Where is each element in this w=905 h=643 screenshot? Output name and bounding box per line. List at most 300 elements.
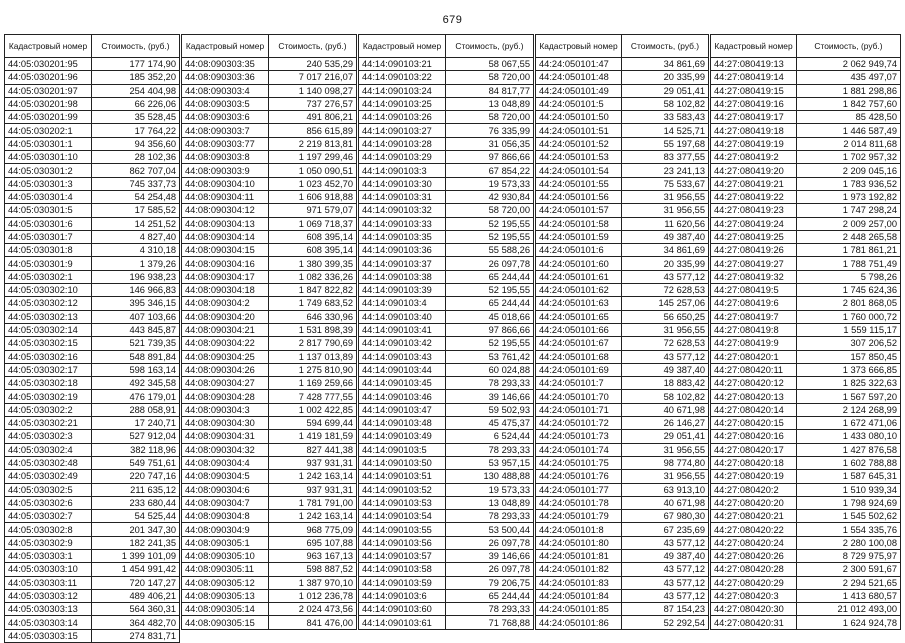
table-row: [5, 563, 180, 576]
cadastral-number-cell: 44:05:030302:15: [5, 337, 92, 350]
table-row: [182, 549, 357, 562]
cadastral-number-cell: 44:14:090103:52: [359, 483, 446, 496]
cadastral-number-cell: 44:14:090103:33: [359, 217, 446, 230]
cadastral-number-cell: 44:27:080420:21: [711, 510, 797, 523]
cadastral-number-cell: 44:24:050101:50: [536, 111, 622, 124]
cost-cell: 1 606 918,88: [269, 190, 357, 203]
cadastral-number-cell: 44:08:090305:15: [182, 616, 269, 629]
cost-cell: 201 347,30: [92, 523, 180, 536]
cadastral-number-cell: 44:05:030301:5: [5, 204, 92, 217]
table-header-row: [182, 35, 357, 58]
table-row: [5, 164, 180, 177]
table-row: [711, 190, 901, 203]
table-row: [5, 403, 180, 416]
cost-cell: 1 069 718,37: [269, 217, 357, 230]
table-row: [359, 270, 534, 283]
table-row: [182, 536, 357, 549]
cadastral-number-cell: 44:24:050101:55: [536, 177, 622, 190]
cadastral-number-cell: 44:24:050101:82: [536, 563, 622, 576]
cost-cell: 31 956,55: [622, 204, 709, 217]
table-row: [359, 403, 534, 416]
cost-cell: 254 404,98: [92, 84, 180, 97]
cost-cell: 1 531 898,39: [269, 323, 357, 336]
cadastral-number-cell: 44:08:090304:14: [182, 230, 269, 243]
cadastral-number-cell: 44:24:050101:6: [536, 244, 622, 257]
table-row: [182, 350, 357, 363]
table-row: [359, 603, 534, 616]
cadastral-number-cell: 44:24:050101:79: [536, 510, 622, 523]
table-row: [536, 456, 709, 469]
table-row: [536, 523, 709, 536]
cadastral-number-cell: 44:24:050101:74: [536, 443, 622, 456]
table-row: [182, 616, 357, 629]
cadastral-number-cell: 44:05:030302:5: [5, 483, 92, 496]
cadastral-number-cell: 44:05:030302:16: [5, 350, 92, 363]
cost-cell: 52 195,55: [446, 217, 534, 230]
cost-cell: 42 930,84: [446, 190, 534, 203]
cadastral-number-cell: 44:05:030302:3: [5, 430, 92, 443]
cost-cell: 274 831,71: [92, 629, 180, 642]
table-row: [536, 164, 709, 177]
cadastral-number-cell: 44:08:090303:9: [182, 164, 269, 177]
cost-cell: 157 850,45: [797, 350, 901, 363]
cost-cell: 1 002 422,85: [269, 403, 357, 416]
table-row: [359, 443, 534, 456]
cost-cell: 58 720,00: [446, 71, 534, 84]
table-row: [536, 257, 709, 270]
table-row: [182, 310, 357, 323]
table-row: [5, 350, 180, 363]
table-row: [711, 71, 901, 84]
cost-cell: 827 441,38: [269, 443, 357, 456]
cadastral-number-cell: 44:08:090303:6: [182, 111, 269, 124]
cost-cell: 1 702 957,32: [797, 151, 901, 164]
cost-cell: 971 579,07: [269, 204, 357, 217]
table-row: [359, 111, 534, 124]
table-row: [536, 230, 709, 243]
cadastral-number-cell: 44:24:050101:68: [536, 350, 622, 363]
cadastral-number-cell: 44:27:080420:1: [711, 350, 797, 363]
cadastral-number-cell: 44:24:050101:61: [536, 270, 622, 283]
cadastral-number-cell: 44:08:090303:36: [182, 71, 269, 84]
header-cost: Стоимость, (руб.): [92, 35, 180, 58]
cost-cell: 76 335,99: [446, 124, 534, 137]
table-row: [5, 510, 180, 523]
table-row: [359, 297, 534, 310]
table-row: [182, 576, 357, 589]
table-column-5: [710, 34, 901, 630]
cadastral-number-cell: 44:08:090304:15: [182, 244, 269, 257]
cadastral-number-cell: 44:14:090103:40: [359, 310, 446, 323]
cadastral-number-cell: 44:24:050101:60: [536, 257, 622, 270]
cadastral-number-cell: 44:27:080419:16: [711, 97, 797, 110]
table-row: [5, 629, 180, 642]
table-row: [359, 470, 534, 483]
table-row: [182, 603, 357, 616]
cost-cell: 856 615,89: [269, 124, 357, 137]
cadastral-number-cell: 44:27:080419:26: [711, 244, 797, 257]
cadastral-number-cell: 44:27:080419:6: [711, 297, 797, 310]
cost-cell: 1 602 788,88: [797, 456, 901, 469]
cost-cell: 1 624 924,78: [797, 616, 901, 629]
cost-cell: 54 525,44: [92, 510, 180, 523]
table-row: [536, 124, 709, 137]
cost-cell: 43 577,12: [622, 270, 709, 283]
cadastral-number-cell: 44:14:090103:31: [359, 190, 446, 203]
table-row: [5, 84, 180, 97]
cadastral-number-cell: 44:14:090103:55: [359, 523, 446, 536]
cost-cell: 1 082 336,26: [269, 270, 357, 283]
cadastral-number-cell: 44:14:090103:5: [359, 443, 446, 456]
cadastral-number-cell: 44:14:090103:25: [359, 97, 446, 110]
cost-cell: 2 801 868,05: [797, 297, 901, 310]
cadastral-number-cell: 44:05:030302:17: [5, 363, 92, 376]
table-row: [711, 417, 901, 430]
cost-cell: 78 293,33: [446, 443, 534, 456]
cadastral-number-cell: 44:27:080420:3: [711, 589, 797, 602]
cost-cell: 646 330,96: [269, 310, 357, 323]
cost-cell: 53 500,44: [446, 523, 534, 536]
cadastral-number-cell: 44:05:030201:95: [5, 58, 92, 71]
cadastral-cost-table: [4, 34, 180, 643]
cost-cell: 58 102,82: [622, 97, 709, 110]
cost-cell: 20 335,99: [622, 71, 709, 84]
cadastral-number-cell: 44:08:090304:16: [182, 257, 269, 270]
cadastral-number-cell: 44:24:050101:67: [536, 337, 622, 350]
cadastral-number-cell: 44:24:050101:78: [536, 496, 622, 509]
table-row: [536, 310, 709, 323]
cadastral-number-cell: 44:14:090103:56: [359, 536, 446, 549]
cadastral-cost-table: [710, 34, 901, 630]
cadastral-number-cell: 44:14:090103:47: [359, 403, 446, 416]
cost-cell: 862 707,04: [92, 164, 180, 177]
cost-cell: 737 276,57: [269, 97, 357, 110]
header-cost: Стоимость, (руб.): [622, 35, 709, 58]
cadastral-number-cell: 44:24:050101:7: [536, 377, 622, 390]
cost-cell: 67 980,30: [622, 510, 709, 523]
table-row: [536, 297, 709, 310]
cadastral-number-cell: 44:14:090103:59: [359, 576, 446, 589]
cadastral-number-cell: 44:27:080420:30: [711, 603, 797, 616]
cost-cell: 2 024 473,56: [269, 603, 357, 616]
table-row: [359, 244, 534, 257]
table-row: [711, 363, 901, 376]
table-row: [359, 84, 534, 97]
cost-cell: 66 226,06: [92, 97, 180, 110]
table-row: [182, 297, 357, 310]
cost-cell: 13 048,89: [446, 97, 534, 110]
header-cost: Стоимость, (руб.): [446, 35, 534, 58]
table-row: [359, 390, 534, 403]
cost-cell: 65 244,44: [446, 297, 534, 310]
cadastral-number-cell: 44:24:050101:86: [536, 616, 622, 629]
cadastral-cost-table: [535, 34, 709, 630]
table-row: [182, 217, 357, 230]
cadastral-number-cell: 44:24:050101:85: [536, 603, 622, 616]
cost-cell: 40 671,98: [622, 403, 709, 416]
table-row: [536, 510, 709, 523]
cadastral-number-cell: 44:27:080419:14: [711, 71, 797, 84]
cost-cell: 182 241,35: [92, 536, 180, 549]
table-row: [5, 217, 180, 230]
table-row: [359, 523, 534, 536]
table-row: [5, 430, 180, 443]
header-cadastral-number: Кадастровый номер: [182, 35, 269, 58]
cadastral-number-cell: 44:14:090103:24: [359, 84, 446, 97]
cadastral-number-cell: 44:14:090103:54: [359, 510, 446, 523]
cadastral-number-cell: 44:08:090304:27: [182, 377, 269, 390]
table-row: [711, 549, 901, 562]
cadastral-number-cell: 44:14:090103:43: [359, 350, 446, 363]
table-row: [711, 616, 901, 629]
cadastral-number-cell: 44:24:050101:56: [536, 190, 622, 203]
header-cadastral-number: Кадастровый номер: [359, 35, 446, 58]
cadastral-number-cell: 44:14:090103:26: [359, 111, 446, 124]
cadastral-number-cell: 44:14:090103:38: [359, 270, 446, 283]
cost-cell: 67 235,69: [622, 523, 709, 536]
table-row: [359, 124, 534, 137]
cadastral-number-cell: 44:05:030302:19: [5, 390, 92, 403]
header-cadastral-number: Кадастровый номер: [5, 35, 92, 58]
cost-cell: 364 482,70: [92, 616, 180, 629]
cadastral-number-cell: 44:08:090304:2: [182, 297, 269, 310]
cost-cell: 2 219 813,81: [269, 137, 357, 150]
cadastral-number-cell: 44:08:090304:3: [182, 403, 269, 416]
cadastral-number-cell: 44:27:080420:17: [711, 443, 797, 456]
cadastral-number-cell: 44:24:050101:49: [536, 84, 622, 97]
cadastral-number-cell: 44:14:090103:58: [359, 563, 446, 576]
cadastral-number-cell: 44:05:030302:12: [5, 297, 92, 310]
table-row: [711, 97, 901, 110]
table-row: [182, 244, 357, 257]
table-row: [359, 350, 534, 363]
cadastral-number-cell: 44:27:080420:11: [711, 363, 797, 376]
cadastral-number-cell: 44:08:090305:12: [182, 576, 269, 589]
cost-cell: 45 018,66: [446, 310, 534, 323]
cadastral-number-cell: 44:27:080420:16: [711, 430, 797, 443]
table-row: [5, 363, 180, 376]
cost-cell: 527 912,04: [92, 430, 180, 443]
cadastral-number-cell: 44:27:080420:15: [711, 417, 797, 430]
cadastral-number-cell: 44:14:090103:37: [359, 257, 446, 270]
cost-cell: 476 179,01: [92, 390, 180, 403]
table-row: [5, 443, 180, 456]
table-row: [536, 536, 709, 549]
table-row: [359, 430, 534, 443]
cadastral-number-cell: 44:27:080419:15: [711, 84, 797, 97]
table-row: [182, 563, 357, 576]
cost-cell: 1 798 924,69: [797, 496, 901, 509]
cost-cell: 43 577,12: [622, 350, 709, 363]
cost-cell: 4 827,40: [92, 230, 180, 243]
cost-cell: 17 585,52: [92, 204, 180, 217]
cost-cell: 1 137 013,89: [269, 350, 357, 363]
cost-cell: 1 399 101,09: [92, 549, 180, 562]
table-row: [182, 151, 357, 164]
cost-cell: 78 293,33: [446, 603, 534, 616]
cadastral-number-cell: 44:08:090304:6: [182, 483, 269, 496]
cost-cell: 240 535,29: [269, 58, 357, 71]
cost-cell: 594 699,44: [269, 417, 357, 430]
table-row: [359, 137, 534, 150]
cadastral-number-cell: 44:05:030303:13: [5, 603, 92, 616]
cost-cell: 1 672 471,06: [797, 417, 901, 430]
cadastral-number-cell: 44:27:080420:22: [711, 523, 797, 536]
cost-cell: 443 845,87: [92, 323, 180, 336]
cost-cell: 1 842 757,60: [797, 97, 901, 110]
table-row: [182, 417, 357, 430]
cadastral-number-cell: 44:05:030302:1: [5, 270, 92, 283]
cost-cell: 130 488,88: [446, 470, 534, 483]
cadastral-number-cell: 44:24:050101:62: [536, 284, 622, 297]
table-row: [536, 337, 709, 350]
cost-cell: 146 966,83: [92, 284, 180, 297]
cadastral-number-cell: 44:08:090304:22: [182, 337, 269, 350]
cadastral-number-cell: 44:05:030301:9: [5, 257, 92, 270]
cadastral-number-cell: 44:05:030201:98: [5, 97, 92, 110]
cost-cell: 1 379,26: [92, 257, 180, 270]
cost-cell: 1 745 624,36: [797, 284, 901, 297]
table-row: [711, 337, 901, 350]
cadastral-number-cell: 44:14:090103:42: [359, 337, 446, 350]
cost-cell: 43 577,12: [622, 576, 709, 589]
cost-cell: 4 310,18: [92, 244, 180, 257]
cost-cell: 52 195,55: [446, 230, 534, 243]
cadastral-number-cell: 44:27:080419:9: [711, 337, 797, 350]
cost-cell: 29 051,41: [622, 84, 709, 97]
table-row: [5, 111, 180, 124]
cost-cell: 382 118,96: [92, 443, 180, 456]
table-row: [5, 204, 180, 217]
table-row: [5, 589, 180, 602]
cadastral-number-cell: 44:08:090303:7: [182, 124, 269, 137]
cadastral-number-cell: 44:08:090304:26: [182, 363, 269, 376]
table-row: [359, 496, 534, 509]
page-number: 679: [442, 14, 463, 26]
table-row: [5, 390, 180, 403]
cadastral-number-cell: 44:14:090103:50: [359, 456, 446, 469]
cost-cell: 145 257,06: [622, 297, 709, 310]
cadastral-number-cell: 44:27:080419:13: [711, 58, 797, 71]
table-row: [182, 510, 357, 523]
table-row: [5, 124, 180, 137]
cadastral-number-cell: 44:05:030301:1: [5, 137, 92, 150]
cadastral-number-cell: 44:08:090304:31: [182, 430, 269, 443]
cost-cell: 23 241,13: [622, 164, 709, 177]
cadastral-number-cell: 44:24:050101:80: [536, 536, 622, 549]
table-row: [536, 390, 709, 403]
cadastral-number-cell: 44:05:030301:7: [5, 230, 92, 243]
table-row: [5, 137, 180, 150]
cost-cell: 13 048,89: [446, 496, 534, 509]
cost-cell: 33 583,43: [622, 111, 709, 124]
table-row: [182, 190, 357, 203]
table-row: [711, 390, 901, 403]
cadastral-number-cell: 44:08:090305:11: [182, 563, 269, 576]
table-row: [536, 576, 709, 589]
cadastral-number-cell: 44:08:090304:28: [182, 390, 269, 403]
cadastral-number-cell: 44:14:090103:44: [359, 363, 446, 376]
table-row: [182, 111, 357, 124]
cadastral-number-cell: 44:24:050101:83: [536, 576, 622, 589]
table-row: [5, 284, 180, 297]
cost-cell: 8 729 975,97: [797, 549, 901, 562]
cost-cell: 211 635,12: [92, 483, 180, 496]
cost-cell: 1 881 298,86: [797, 84, 901, 97]
cost-cell: 233 680,44: [92, 496, 180, 509]
cost-cell: 58 720,00: [446, 204, 534, 217]
table-row: [182, 390, 357, 403]
cadastral-number-cell: 44:05:030301:3: [5, 177, 92, 190]
table-row: [359, 97, 534, 110]
table-row: [359, 190, 534, 203]
cadastral-number-cell: 44:24:050101:54: [536, 164, 622, 177]
cost-cell: 1 760 000,72: [797, 310, 901, 323]
cost-cell: 2 294 521,65: [797, 576, 901, 589]
table-row: [5, 257, 180, 270]
cost-cell: 598 887,52: [269, 563, 357, 576]
header-cadastral-number: Кадастровый номер: [536, 35, 622, 58]
cadastral-number-cell: 44:27:080419:24: [711, 217, 797, 230]
cost-cell: 49 387,40: [622, 363, 709, 376]
table-row: [536, 430, 709, 443]
cadastral-number-cell: 44:08:090305:1: [182, 536, 269, 549]
cadastral-number-cell: 44:24:050101:59: [536, 230, 622, 243]
cadastral-number-cell: 44:14:090103:39: [359, 284, 446, 297]
cadastral-number-cell: 44:14:090103:22: [359, 71, 446, 84]
table-row: [536, 443, 709, 456]
table-column-3: [358, 34, 534, 630]
cadastral-number-cell: 44:24:050101:69: [536, 363, 622, 376]
cadastral-number-cell: 44:14:090103:48: [359, 417, 446, 430]
table-row: [5, 496, 180, 509]
cost-cell: 14 525,71: [622, 124, 709, 137]
table-row: [5, 470, 180, 483]
cadastral-number-cell: 44:08:090304:4: [182, 456, 269, 469]
cadastral-number-cell: 44:08:090304:25: [182, 350, 269, 363]
cadastral-number-cell: 44:27:080419:27: [711, 257, 797, 270]
cost-cell: 55 588,26: [446, 244, 534, 257]
table-row: [711, 270, 901, 283]
cost-cell: 1 559 115,17: [797, 323, 901, 336]
cadastral-number-cell: 44:05:030302:21: [5, 417, 92, 430]
cost-cell: 841 476,00: [269, 616, 357, 629]
cadastral-number-cell: 44:14:090103:21: [359, 58, 446, 71]
table-row: [536, 151, 709, 164]
cost-cell: 39 146,66: [446, 390, 534, 403]
cadastral-number-cell: 44:05:030302:8: [5, 523, 92, 536]
cadastral-number-cell: 44:24:050101:77: [536, 483, 622, 496]
cost-cell: 63 913,10: [622, 483, 709, 496]
cost-cell: 39 146,66: [446, 549, 534, 562]
cost-cell: 84 817,77: [446, 84, 534, 97]
table-row: [711, 137, 901, 150]
cadastral-number-cell: 44:24:050101:75: [536, 456, 622, 469]
cadastral-number-cell: 44:14:090103:36: [359, 244, 446, 257]
table-row: [711, 496, 901, 509]
cadastral-number-cell: 44:27:080419:25: [711, 230, 797, 243]
cadastral-number-cell: 44:14:090103:35: [359, 230, 446, 243]
cadastral-number-cell: 44:08:090304:12: [182, 204, 269, 217]
table-row: [182, 58, 357, 71]
cadastral-number-cell: 44:27:080419:17: [711, 111, 797, 124]
cost-cell: 1 825 322,63: [797, 377, 901, 390]
cadastral-number-cell: 44:14:090103:6: [359, 589, 446, 602]
table-row: [536, 111, 709, 124]
cadastral-number-cell: 44:08:090304:30: [182, 417, 269, 430]
cost-cell: 1 783 936,52: [797, 177, 901, 190]
table-row: [711, 111, 901, 124]
